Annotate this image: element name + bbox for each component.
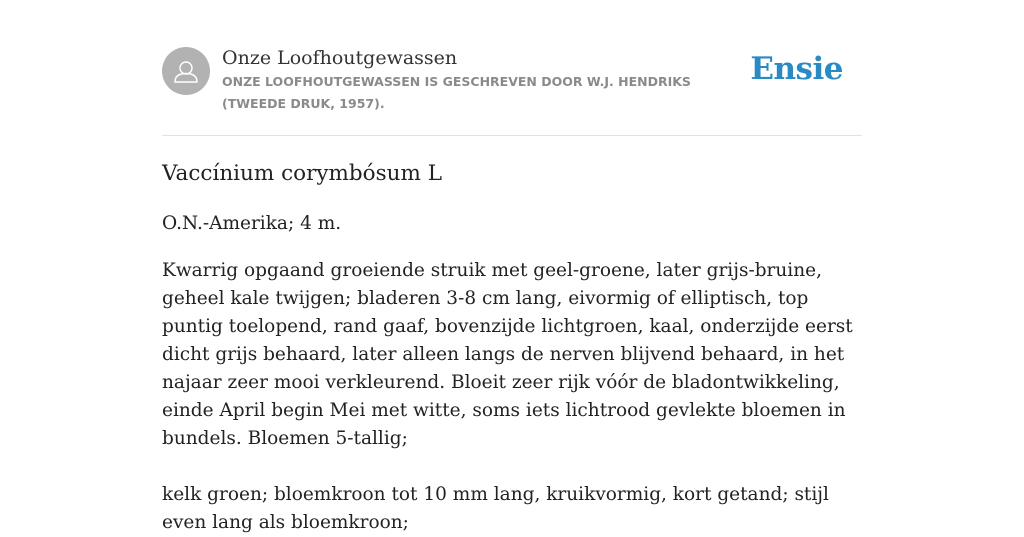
- entry-origin: O.N.-Amerika; 4 m.: [162, 213, 342, 234]
- entry-title: Vaccínium corymbósum L: [162, 161, 443, 186]
- avatar[interactable]: [162, 47, 210, 95]
- entry-paragraph: Kwarrig opgaand groeiende struik met geel-groene, later grijs-bruine, geheel kale twijgen; bladeren 3-8 cm lang, eivormig of elliptisch, top puntig toelopend, rand gaaf, bovenzijde lichtgroen, kaal, onderzijde eerst dicht grijs behaard, later alleen langs de nerven blijvend behaard, in het najaar zeer mooi verkleurend. Bloeit zeer rijk vóór de bladontwikkeling, einde April begin Mei met witte, soms iets lichtrood gevlekte bloemen in bundels. Bloemen 5-tallig;: [162, 260, 853, 449]
- entry-article: [162, 158, 872, 537]
- brand-logo[interactable]: Ensie: [750, 51, 843, 87]
- user-placeholder-icon: [162, 47, 210, 95]
- book-subtitle: ONZE LOOFHOUTGEWASSEN IS GESCHREVEN DOOR W.J. HENDRIKS (TWEEDE DRUK, 1957).: [222, 74, 691, 111]
- source-header: [162, 46, 862, 136]
- book-title[interactable]: Onze Loofhoutgewassen: [222, 47, 458, 69]
- entry-paragraph: kelk groen; bloemkroon tot 10 mm lang, kruikvormig, kort getand; stijl even lang als bloemkroon;: [162, 484, 829, 533]
